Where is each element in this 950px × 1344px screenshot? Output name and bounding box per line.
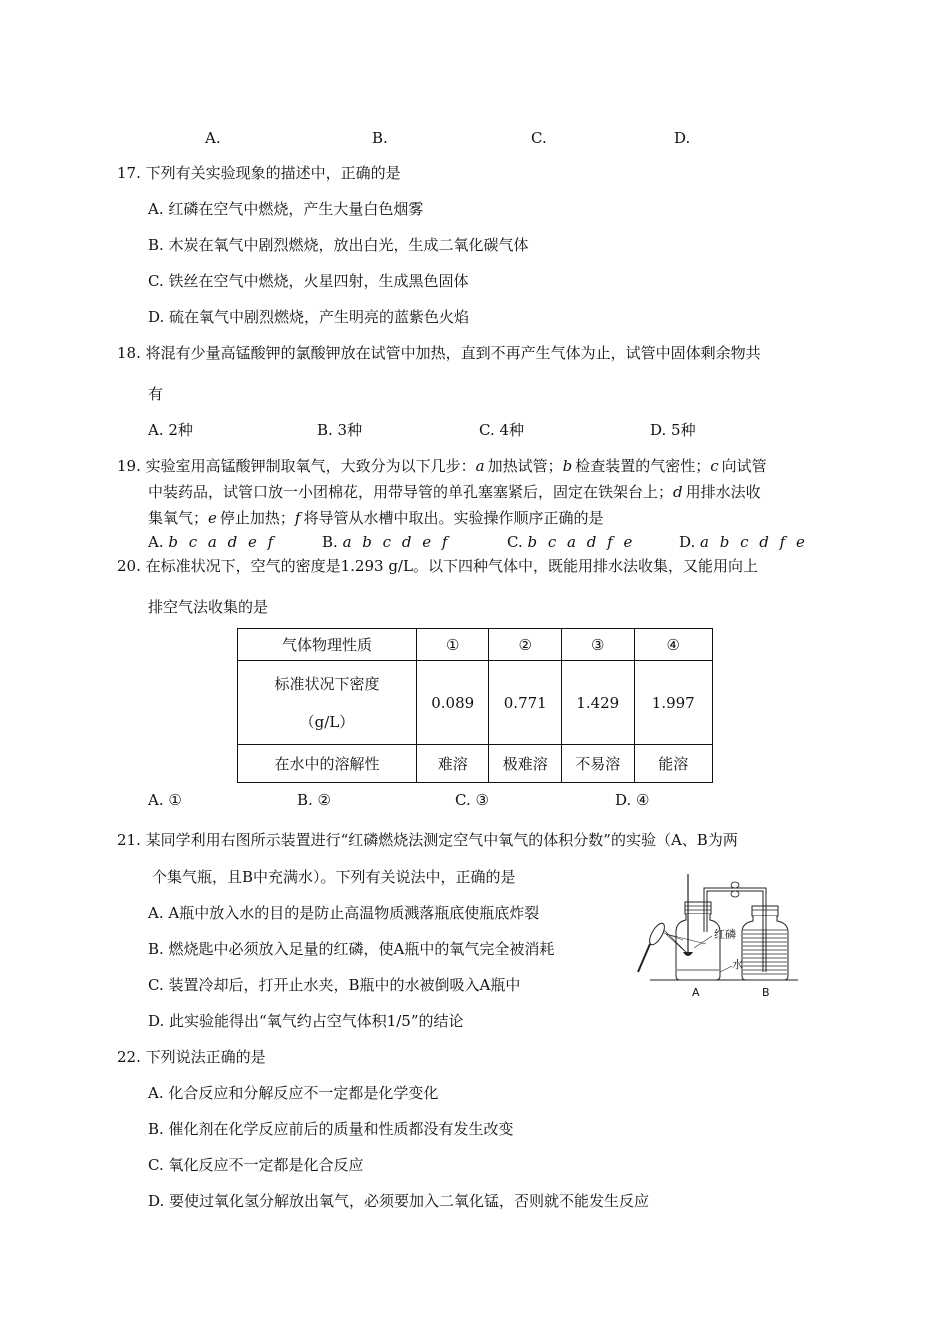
q20-stem-line2: 排空气法收集的是 [148, 598, 269, 616]
q17-option-d: D. 硫在氧气中剧烈燃烧，产生明亮的蓝紫色火焰 [148, 308, 470, 326]
q16-option-c: C. [531, 129, 547, 147]
q22-option-a: A. 化合反应和分解反应不一定都是化学变化 [148, 1084, 439, 1102]
q20-option-a: A. ① [148, 791, 182, 809]
q17-stem: 17. 下列有关实验现象的描述中，正确的是 [117, 164, 401, 182]
table-header-cell: ② [489, 629, 562, 661]
q21-stem-line1: 21. 某同学利用右图所示装置进行“红磷燃烧法测定空气中氧气的体积分数”的实验（A、B为两 [117, 831, 738, 849]
label-water: 水 [732, 958, 743, 971]
bottle-b-body [742, 916, 788, 980]
table-header-cell: ① [416, 629, 489, 661]
q21-option-d: D. 此实验能得出“氧气约占空气体积1/5”的结论 [148, 1012, 464, 1030]
gas-properties-table [237, 628, 713, 783]
q18-stem-line1: 18. 将混有少量高锰酸钾的氯酸钾放在试管中加热，直到不再产生气体为止，试管中固体剩余物共 [117, 344, 761, 362]
q19-option-label: A. [148, 533, 164, 551]
table-row-solubility [238, 745, 713, 783]
label-bottle-a: A [692, 986, 700, 999]
table-cell: 0.089 [416, 661, 489, 745]
q18-option-d: D. 5种 [650, 421, 696, 439]
magnifier-handle [638, 944, 650, 972]
q19-step-d: d [673, 483, 686, 501]
q17-option-a: A. 红磷在空气中燃烧，产生大量白色烟雾 [148, 200, 424, 218]
table-header-cell: 气体物理性质 [238, 629, 417, 661]
bottle-b [742, 900, 788, 980]
q19-option-b [322, 532, 450, 552]
q19-step-f: f [294, 509, 304, 527]
q22-option-c: C. 氧化反应不一定都是化合反应 [148, 1156, 364, 1174]
q22-stem: 22. 下列说法正确的是 [117, 1048, 266, 1066]
connecting-tube [704, 882, 766, 900]
q19-option-label: D. [679, 533, 696, 551]
table-cell: 极难溶 [489, 745, 562, 783]
bottle-a [638, 874, 720, 980]
q19-text: 将导管从水槽中取出。实验操作顺序正确的是 [303, 509, 604, 527]
q19-step-c: c [710, 457, 722, 475]
q16-option-b: B. [372, 129, 388, 147]
q19-text: 向试管 [721, 457, 767, 475]
q19-step-a: a [475, 457, 488, 475]
density-label-line2: （g/L） [299, 712, 355, 731]
q19-option-seq: b c a d e f [168, 533, 277, 551]
q22-option-d: D. 要使过氧化氢分解放出氧气，必须要加入二氧化锰，否则就不能发生反应 [148, 1192, 650, 1210]
q21-stem-line2: 个集气瓶，且B中充满水）。下列有关说法中，正确的是 [152, 868, 516, 886]
table-cell: 0.771 [489, 661, 562, 745]
q22-option-b: B. 催化剂在化学反应前后的质量和性质都没有发生改变 [148, 1120, 514, 1138]
q20-option-b: B. ② [297, 791, 332, 809]
q16-option-a: A. [205, 129, 221, 147]
q17-option-b: B. 木炭在氧气中剧烈燃烧，放出白光，生成二氧化碳气体 [148, 236, 529, 254]
q20-option-c: C. ③ [455, 791, 489, 809]
clamp-icon [731, 882, 739, 888]
apparatus-figure [628, 872, 808, 1002]
q19-text: 停止加热； [219, 509, 295, 527]
q16-option-d: D. [674, 129, 691, 147]
q19-text: 加热试管； [487, 457, 563, 475]
q19-option-seq: a b c d e f [342, 533, 451, 551]
table-cell: 能溶 [634, 745, 712, 783]
q19-option-a [148, 532, 276, 552]
q19-step-b: b [562, 457, 576, 475]
table-row-density [238, 661, 713, 745]
table-cell: 不易溶 [562, 745, 635, 783]
q19-text: 集氧气； [148, 509, 209, 527]
label-red-phosphorus: 红磷 [714, 928, 736, 941]
q17-option-c: C. 铁丝在空气中燃烧，火星四射，生成黑色固体 [148, 272, 469, 290]
q21-option-b: B. 燃烧匙中必须放入足量的红磷，使A瓶中的氧气完全被消耗 [148, 940, 555, 958]
q18-option-c: C. 4种 [479, 421, 525, 439]
q19-text: 19. 实验室用高锰酸钾制取氧气，大致分为以下几步： [117, 457, 476, 475]
q18-option-a: A. 2种 [148, 421, 193, 439]
density-label-line1: 标准状况下密度 [274, 674, 380, 693]
table-header-cell: ④ [634, 629, 712, 661]
q19-option-seq: a b c d f e [700, 533, 808, 551]
q21-option-a: A. A瓶中放入水的目的是防止高温物质溅落瓶底使瓶底炸裂 [148, 904, 540, 922]
table-row-label [238, 661, 417, 745]
q19-option-label: C. [507, 533, 523, 551]
table-cell: 1.997 [634, 661, 712, 745]
magnifying-glass [647, 921, 668, 947]
table-header-cell: ③ [562, 629, 635, 661]
q21-option-c: C. 装置冷却后，打开止水夹，B瓶中的水被倒吸入A瓶中 [148, 976, 521, 994]
q19-text: 用排水法收 [685, 483, 761, 501]
q19-text: 中装药品，试管口放一小团棉花，用带导管的单孔塞塞紧后，固定在铁架台上； [148, 483, 674, 501]
q19-stem-line1 [117, 456, 767, 476]
bottle-b-stopper [752, 906, 778, 916]
q18-option-b: B. 3种 [317, 421, 363, 439]
q19-step-e: e [208, 509, 220, 527]
q19-stem-line2 [148, 482, 761, 502]
q20-option-d: D. ④ [615, 791, 650, 809]
table-cell: 难溶 [416, 745, 489, 783]
q19-option-d [679, 532, 808, 552]
q19-option-seq: b c a d f e [527, 533, 636, 551]
q18-stem-line2: 有 [148, 385, 164, 403]
q19-text: 检查装置的气密性； [575, 457, 711, 475]
q19-option-c [507, 532, 635, 552]
q19-stem-line3 [148, 508, 604, 528]
q20-stem-line1: 20. 在标准状况下，空气的密度是1.293 g/L。以下四种气体中，既能用排水法收集，又能用向上 [117, 557, 758, 575]
table-cell: 1.429 [562, 661, 635, 745]
table-header-row [238, 629, 713, 661]
label-bottle-b: B [762, 986, 770, 999]
table-row-label: 在水中的溶解性 [238, 745, 417, 783]
q19-option-label: B. [322, 533, 338, 551]
